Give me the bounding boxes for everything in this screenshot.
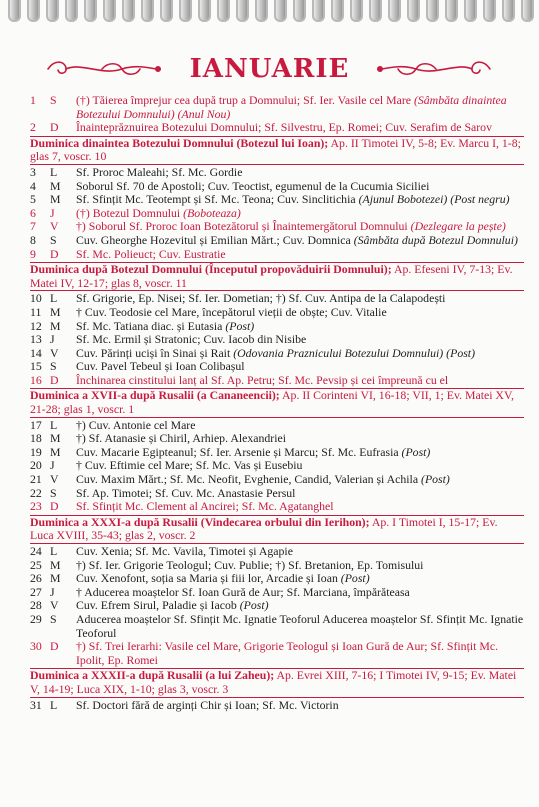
day-number: 22 [30, 485, 42, 500]
saints-names: Cuv. Xenia; Sf. Mc. Vavila, Timotei și Agapie [76, 544, 293, 558]
saints-names: Sf. Ap. Timotei; Sf. Cuv. Mc. Anastasie Persul [76, 485, 296, 500]
sunday-readings: Ap. Efeseni IV, 7-13; Ev. Matei IV, 12-17; glas 8, voscr. 11 [30, 262, 513, 290]
saints-text [76, 121, 524, 135]
saints-text [76, 459, 524, 473]
day-row [30, 347, 524, 361]
saints-names: Sf. Sfințit Mc. Clement al Ancirei; Sf. Mc. Agatanghel [76, 499, 334, 514]
weekday-letter: M [50, 318, 61, 333]
saints-text [76, 432, 524, 446]
day-row [30, 500, 524, 514]
day-row [30, 459, 524, 473]
weekday-letter: L [50, 164, 58, 179]
saints-names: Sf. Mc. Ermil și Stratonic; Cuv. Iacob din Nisibe [76, 332, 307, 347]
saints-names: Cuv. Macarie Egipteanul; Sf. Ier. Arsenie și Marcu; Sf. Mc. Eufrasia [76, 444, 399, 459]
weekday-letter: V [50, 472, 59, 487]
day-number: 24 [30, 544, 42, 558]
weekday-letter: M [50, 304, 61, 319]
saints-text [76, 166, 524, 180]
day-number: 27 [30, 584, 42, 599]
day-row [30, 333, 524, 347]
weekday-letter: V [50, 219, 59, 234]
day-row [30, 446, 524, 460]
weekday-letter: D [50, 246, 59, 261]
sunday-reading [30, 136, 524, 165]
saints-names: Cuv. Maxim Mărt.; Sf. Mc. Neofit, Evghenie, Candid, Valerian și Achila [76, 472, 419, 487]
day-number: 9 [30, 246, 36, 261]
saints-names: (†) Botezul Domnului [76, 205, 181, 220]
saints-text [76, 193, 524, 207]
weekday-letter: M [50, 571, 61, 586]
saints-names: Închinarea cinstitului lanț al Sf. Ap. Petru; Sf. Mc. Pevsip și cei împreună cu el [76, 372, 449, 387]
day-number: 12 [30, 318, 42, 333]
weekday-letter: S [50, 485, 57, 500]
day-row [30, 94, 524, 121]
day-number: 15 [30, 359, 42, 374]
day-number: 20 [30, 458, 42, 473]
day-row [30, 193, 524, 207]
day-row [30, 473, 524, 487]
saints-text [76, 599, 524, 613]
saints-text [76, 572, 524, 586]
day-number: 26 [30, 571, 42, 586]
weekday-letter: L [50, 544, 58, 558]
calendar-list [30, 94, 524, 712]
day-row [30, 306, 524, 320]
day-note: (Sâmbăta după Botezul Domnului) [353, 232, 518, 247]
day-row [30, 545, 524, 559]
day-number: 29 [30, 611, 42, 626]
saints-text [76, 487, 524, 501]
weekday-letter: S [50, 232, 57, 247]
saints-names: Soborul Sf. 70 de Apostoli; Cuv. Teoctist, egumenul de la Cucumia Siciliei [76, 178, 430, 193]
day-row [30, 572, 524, 586]
day-row [30, 586, 524, 600]
day-number: 17 [30, 417, 42, 432]
day-row [30, 180, 524, 194]
saints-text [76, 360, 524, 374]
sunday-readings: Ap. II Corinteni VI, 16-18; VII, 1; Ev. Matei XV, 21-28; glas 1, voscr. 1 [30, 388, 514, 417]
day-row [30, 121, 524, 135]
day-note: (Post) [340, 571, 370, 586]
day-number: 21 [30, 472, 42, 487]
weekday-letter: L [50, 291, 58, 306]
day-row [30, 487, 524, 501]
sunday-readings: Ap. I Timotei I, 15-17; Ev. Luca XVIII, 35-43; glas 2, voscr. 2 [30, 514, 498, 543]
day-number: 30 [30, 639, 42, 654]
weekday-letter: M [50, 431, 61, 446]
saints-text [76, 320, 524, 334]
day-row [30, 699, 524, 713]
weekday-letter: J [50, 332, 55, 347]
saints-text [76, 180, 524, 194]
saints-text [76, 419, 524, 433]
saints-names: Cuv. Părinți uciși în Sinai și Rait [76, 345, 231, 360]
day-number: 19 [30, 444, 42, 459]
day-row [30, 419, 524, 433]
day-note: (Dezlegare la pește) [410, 219, 506, 234]
day-number: 11 [30, 304, 42, 319]
day-note: (Post) [239, 598, 269, 613]
saints-names: †) Sf. Trei Ierarhi: Vasile cel Mare, Grigorie Teologul și Ioan Gură de Aur; Sf. Sfințit Mc. Ipolit, Ep. Romei [76, 639, 499, 667]
saints-text [76, 640, 524, 667]
saints-text [76, 613, 524, 640]
saints-text [76, 292, 524, 306]
saints-text [76, 220, 524, 234]
saints-names: Sf. Proroc Maleahi; Sf. Mc. Gordie [76, 164, 243, 179]
day-row [30, 166, 524, 180]
weekday-letter: V [50, 598, 59, 613]
weekday-letter: M [50, 178, 61, 193]
sunday-readings: Ap. II Timotei IV, 5-8; Ev. Marcu I, 1-8; glas 7, voscr. 10 [30, 135, 521, 164]
weekday-letter: M [50, 557, 61, 572]
day-note: (Boboteaza) [183, 205, 241, 220]
saints-text [76, 347, 524, 361]
saints-text [76, 94, 524, 121]
saints-names: Cuv. Xenofont, soția sa Maria și fiii lor, Arcadie și Ioan [76, 571, 338, 586]
month-title: IANUARIE [189, 54, 350, 84]
sunday-readings: Ap. Evrei XIII, 7-16; I Timotei IV, 9-15; Ev. Matei V, 14-19; Luca XIX, 1-10; glas 3, voscr. 3 [30, 668, 517, 696]
day-row [30, 432, 524, 446]
saints-text [76, 374, 524, 388]
sunday-title: Duminica a XXXII-a după Rusalii (a lui Zaheu); [30, 668, 275, 683]
day-number: 25 [30, 557, 42, 572]
sunday-reading [30, 515, 524, 544]
day-row [30, 292, 524, 306]
day-number: 2 [30, 120, 36, 135]
weekday-letter: S [50, 611, 57, 626]
day-number: 7 [30, 219, 36, 234]
day-row [30, 234, 524, 248]
saints-text [76, 500, 524, 514]
day-note: (Post) [421, 472, 450, 487]
saints-names: † Cuv. Eftimie cel Mare; Sf. Mc. Vas și Eusebiu [76, 458, 303, 473]
saints-names: †) Sf. Ier. Grigorie Teologul; Cuv. Publie; †) Sf. Bretanion, Ep. Tomisului [76, 557, 424, 572]
day-note: (Ajunul Bobotezei) (Post negru) [358, 192, 510, 207]
saints-text [76, 234, 524, 248]
sunday-title: Duminica a XVII-a după Rusalii (a Cananeencii); [30, 388, 280, 403]
day-number: 10 [30, 291, 42, 306]
weekday-letter: M [50, 192, 61, 207]
weekday-letter: M [50, 444, 61, 459]
day-row [30, 559, 524, 573]
saints-text [76, 699, 524, 713]
saints-names: Cuv. Pavel Tebeul și Ioan Colibașul [76, 359, 245, 374]
weekday-letter: J [50, 584, 55, 599]
day-number: 5 [30, 192, 36, 207]
saints-names: Sf. Grigorie, Ep. Nisei; Sf. Ier. Dometian; †) Sf. Cuv. Antipa de la Calapodești [76, 291, 446, 306]
saints-text [76, 306, 524, 320]
day-row [30, 248, 524, 262]
day-row [30, 640, 524, 667]
saints-names: Sf. Doctori fără de arginți Chir și Ioan; Sf. Mc. Victorin [76, 697, 339, 712]
day-row [30, 360, 524, 374]
day-number: 8 [30, 232, 36, 247]
sunday-reading [30, 262, 524, 291]
day-number: 18 [30, 431, 42, 446]
day-number: 4 [30, 178, 36, 193]
saints-names: Cuv. Gheorghe Hozevitul și Emilian Mărt.; Cuv. Domnica [76, 232, 351, 247]
day-number: 14 [30, 345, 42, 360]
day-number: 16 [30, 372, 42, 387]
saints-names: Sf. Sfințit Mc. Teotempt și Sf. Mc. Teona; Cuv. Sinclitichia [76, 192, 356, 207]
saints-text [76, 545, 524, 559]
weekday-letter: L [50, 697, 58, 712]
saints-names: † Cuv. Teodosie cel Mare, începătorul vieții de obște; Cuv. Vitalie [76, 304, 387, 319]
saints-text [76, 248, 524, 262]
sunday-title: Duminica după Botezul Domnului (Începutul propovăduirii Domnului); [30, 262, 392, 277]
flourish-ornament-right [374, 58, 496, 80]
saints-names: †) Soborul Sf. Proroc Ioan Botezătorul și Înaintemergătorul Domnului [76, 219, 408, 234]
saints-names: † Aducerea moaștelor Sf. Ioan Gură de Aur; Sf. Marciana, împărăteasa [76, 584, 410, 599]
saints-names: (†) Tăierea împrejur cea după trup a Domnului; Sf. Ier. Vasile cel Mare [76, 93, 411, 107]
weekday-letter: S [50, 93, 57, 107]
saints-names: Aducerea moaștelor Sf. Sfințit Mc. Ignatie Teoforul Aducerea moaștelor Sf. Sfințit Mc. Ignatie Teoforul [76, 611, 524, 640]
sunday-reading [30, 668, 524, 697]
saints-text [76, 446, 524, 460]
spiral-binding [0, 0, 539, 22]
weekday-letter: D [50, 120, 59, 135]
weekday-letter: D [50, 499, 59, 514]
day-row [30, 320, 524, 334]
weekday-letter: J [50, 458, 55, 473]
day-number: 28 [30, 598, 42, 613]
saints-names: Înainteprăznuirea Botezului Domnului; Sf. Silvestru, Ep. Romei; Cuv. Serafim de Sarov [76, 120, 492, 135]
weekday-letter: S [50, 359, 57, 374]
saints-names: Sf. Mc. Polieuct; Cuv. Eustratie [76, 246, 226, 261]
weekday-letter: J [50, 205, 55, 220]
saints-text [76, 333, 524, 347]
day-number: 13 [30, 332, 42, 347]
day-row [30, 613, 524, 640]
month-header [0, 48, 539, 88]
saints-text [76, 586, 524, 600]
sunday-title: Duminica dinaintea Botezului Domnului (Botezul lui Ioan); [30, 135, 329, 150]
weekday-letter: D [50, 639, 59, 654]
day-note: (Post) [401, 444, 431, 459]
day-note: (Sâmbăta dinaintea Botezului Domnului) (Anul Nou) [76, 93, 507, 121]
day-row [30, 599, 524, 613]
sunday-title: Duminica a XXXI-a după Rusalii (Vindecarea orbului din Ierihon); [30, 514, 370, 529]
day-note: (Post) [225, 318, 255, 333]
saints-text [76, 207, 524, 221]
day-number: 1 [30, 93, 36, 107]
day-row [30, 220, 524, 234]
saints-text [76, 473, 524, 487]
weekday-letter: L [50, 417, 58, 432]
day-note: (Odovania Praznicului Botezului Domnului) (Post) [233, 345, 476, 360]
weekday-letter: V [50, 345, 59, 360]
saints-names: †) Sf. Atanasie și Chiril, Arhiep. Alexandriei [76, 431, 287, 446]
day-number: 31 [30, 697, 42, 712]
saints-names: Sf. Mc. Tatiana diac. și Eutasia [76, 318, 223, 333]
saints-names: †) Cuv. Antonie cel Mare [76, 417, 196, 432]
day-number: 23 [30, 499, 42, 514]
sunday-reading [30, 388, 524, 417]
day-row [30, 374, 524, 388]
saints-names: Cuv. Efrem Sirul, Paladie și Iacob [76, 598, 237, 613]
weekday-letter: D [50, 372, 59, 387]
day-row [30, 207, 524, 221]
day-number: 6 [30, 205, 36, 220]
day-number: 3 [30, 164, 36, 179]
saints-text [76, 559, 524, 573]
